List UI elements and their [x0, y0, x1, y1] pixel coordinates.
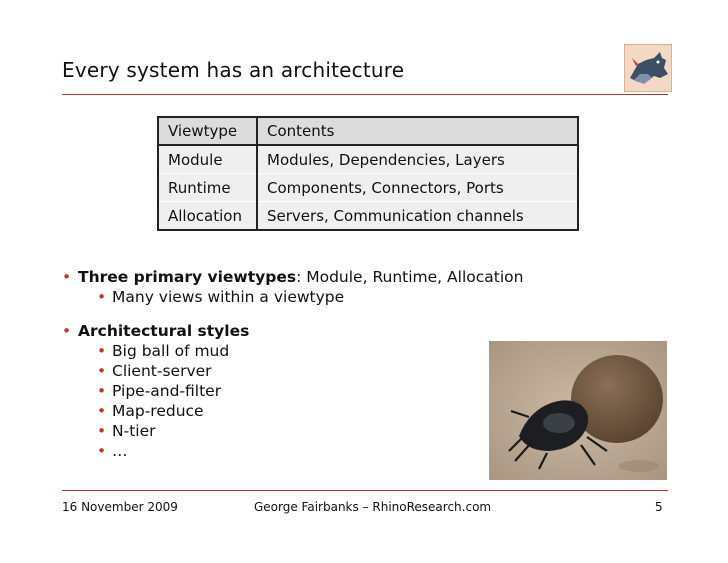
footer-divider [62, 490, 668, 491]
bullet-icon: • [97, 442, 107, 460]
page-number: 5 [655, 500, 663, 514]
bullet-icon: • [62, 268, 72, 286]
footer-author: George Fairbanks – RhinoResearch.com [254, 500, 492, 514]
sub-bullet [62, 401, 523, 421]
title-divider [62, 94, 668, 95]
sub-bullet [62, 381, 523, 401]
bullet-icon: • [97, 382, 107, 400]
bullet-list [62, 267, 523, 461]
bullet-strong-text: Three primary viewtypes [78, 268, 297, 286]
table-row [158, 145, 578, 174]
sub-bullet-text: Big ball of mud [112, 342, 230, 360]
footer-date: 16 November 2009 [62, 500, 178, 514]
slide-title: Every system has an architecture [62, 58, 405, 82]
sub-bullet [62, 421, 523, 441]
table-header-cell: Viewtype [158, 117, 257, 145]
bullet-icon: • [97, 402, 107, 420]
bullet-icon: • [97, 342, 107, 360]
sub-bullet [62, 287, 523, 307]
table-cell: Module [158, 145, 257, 174]
table-cell: Modules, Dependencies, Layers [257, 145, 578, 174]
bullet-icon: • [97, 288, 107, 306]
sub-bullet-text: … [112, 442, 128, 460]
sub-bullet-text: Client-server [112, 362, 212, 380]
table-header-cell: Contents [257, 117, 578, 145]
table-cell: Components, Connectors, Ports [257, 174, 578, 202]
bullet-icon: • [97, 422, 107, 440]
sub-bullet-text: Map-reduce [112, 402, 204, 420]
table-row [158, 174, 578, 202]
bullet-text: : Module, Runtime, Allocation [296, 268, 524, 286]
rhino-logo-icon [624, 44, 672, 92]
table-cell: Allocation [158, 202, 257, 231]
dung-beetle-photo [489, 341, 667, 480]
sub-bullet [62, 361, 523, 381]
table-cell: Runtime [158, 174, 257, 202]
viewtype-table [157, 116, 579, 231]
sub-bullet [62, 341, 523, 361]
sub-bullet-text: Many views within a viewtype [112, 288, 345, 306]
table-row [158, 202, 578, 231]
table-cell: Servers, Communication channels [257, 202, 578, 231]
bullet-styles [62, 321, 523, 341]
bullet-icon: • [62, 322, 72, 340]
bullet-icon: • [97, 362, 107, 380]
bullet-viewtypes [62, 267, 523, 287]
sub-bullet-text: Pipe-and-filter [112, 382, 222, 400]
sub-bullet [62, 441, 523, 461]
table-header-row [158, 117, 578, 145]
sub-bullet-text: N-tier [112, 422, 156, 440]
bullet-strong-text: Architectural styles [78, 322, 250, 340]
